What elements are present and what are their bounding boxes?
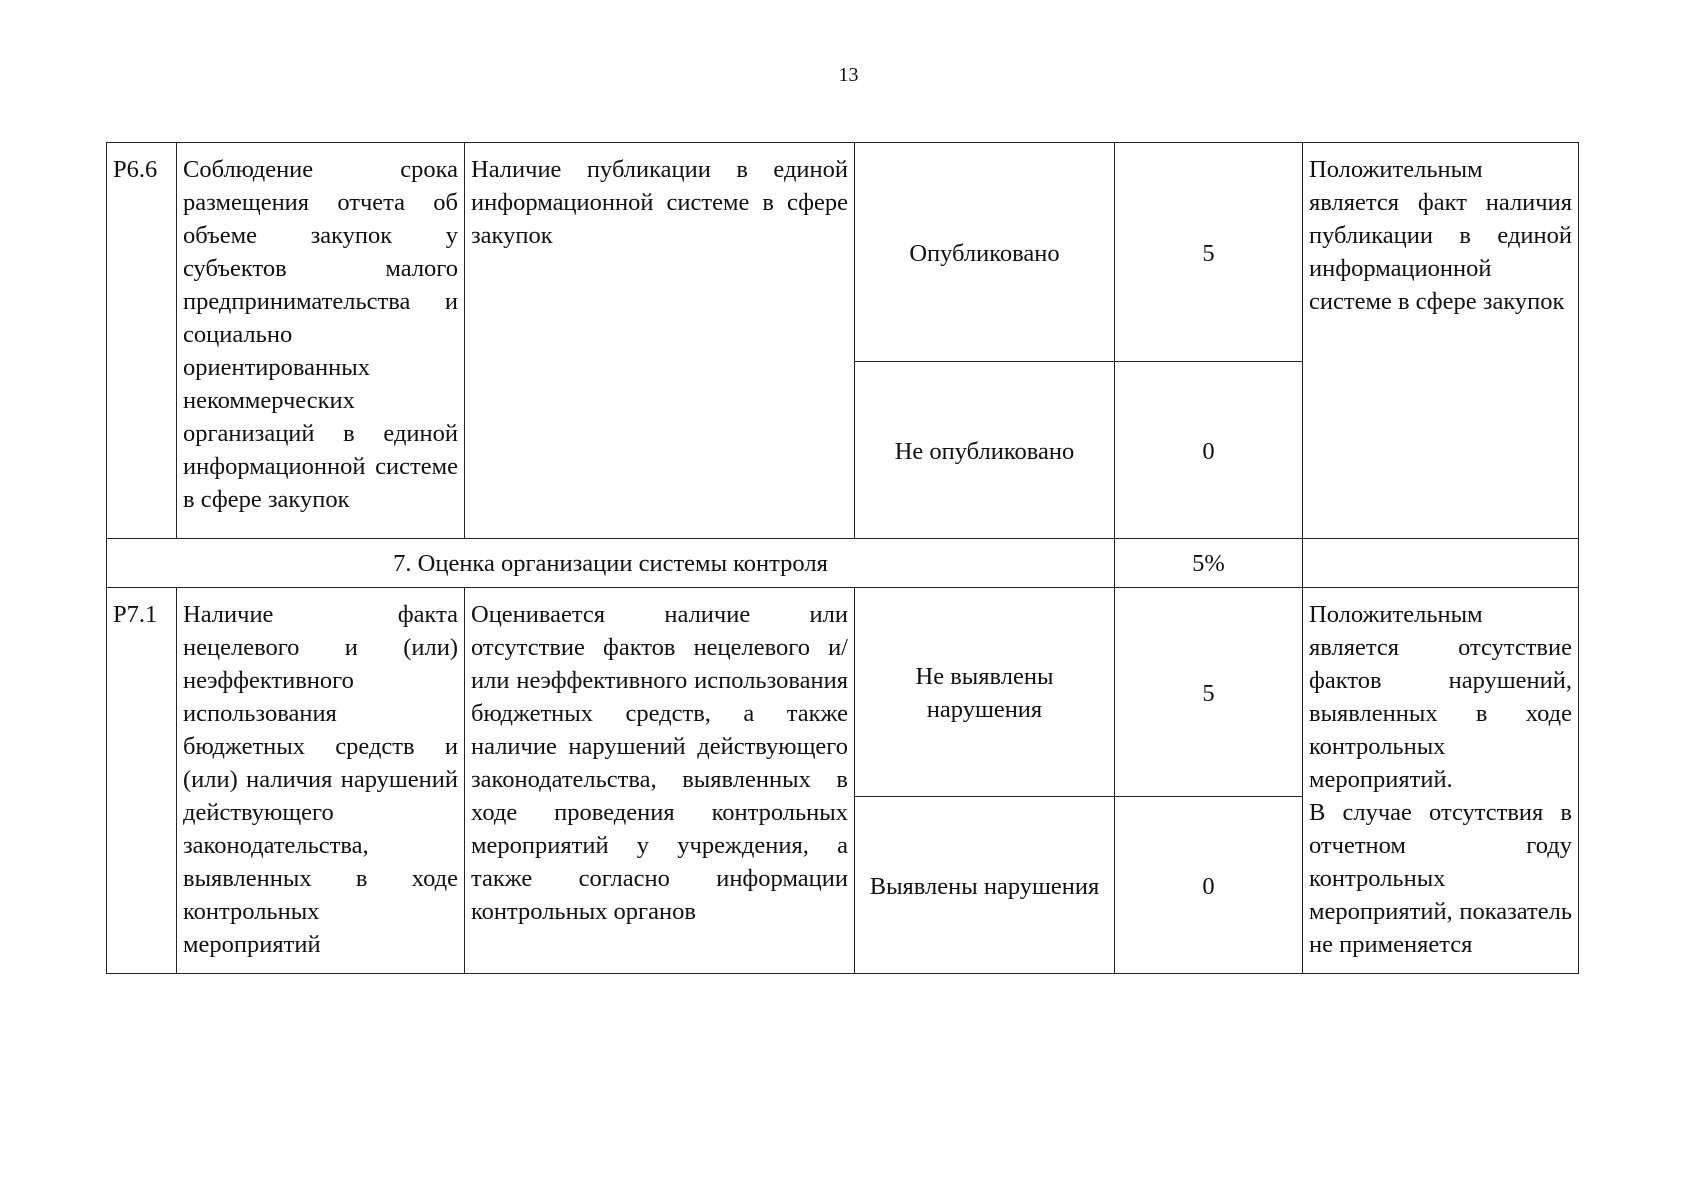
section-row <box>107 539 1579 588</box>
option-cell: Не опубликовано <box>855 362 1115 539</box>
page-number: 13 <box>838 64 859 86</box>
score-cell: 0 <box>1115 362 1303 539</box>
indicator-cell: Наличие факта нецелевого и (или) неэффективного использования бюджетных средств и (или) наличия нарушений действующего законодательства, выявленных в ходе контрольных мероприятий <box>177 588 465 974</box>
row-code: Р7.1 <box>107 588 177 974</box>
empty-cell <box>1303 539 1579 588</box>
criterion-cell: Оценивается наличие или отсутствие фактов нецелевого и/или неэффективного использования бюджетных средств, а также наличие нарушений действующего законодательства, выявленных в ходе проведения контрольных мероприятий у учреждения, а также согласно информации контрольных органов <box>465 588 855 974</box>
row-code: Р6.6 <box>107 143 177 539</box>
criterion-cell: Наличие публикации в единой информационной системе в сфере закупок <box>465 143 855 539</box>
comment-paragraph: Положительным является отсутствие фактов нарушений, выявленных в ходе контрольных мероприятий. <box>1309 601 1572 793</box>
table-row <box>107 588 1579 797</box>
score-cell: 0 <box>1115 797 1303 974</box>
option-cell: Не выявлены нарушения <box>855 588 1115 797</box>
option-cell: Опубликовано <box>855 143 1115 362</box>
indicator-cell: Соблюдение срока размещения отчета об объеме закупок у субъектов малого предпринимательства и социально ориентированных некоммерческих организаций в единой информационной системе в сфере закупок <box>177 143 465 539</box>
score-cell: 5 <box>1115 143 1303 362</box>
criteria-table <box>106 142 1579 974</box>
comment-cell <box>1303 588 1579 974</box>
section-title: 7. Оценка организации системы контроля <box>107 539 1115 588</box>
option-cell: Выявлены нарушения <box>855 797 1115 974</box>
comment-cell: Положительным является факт наличия публикации в единой информационной системе в сфере закупок <box>1303 143 1579 539</box>
comment-paragraph: В случае отсутствия в отчетном году контрольных мероприятий, показатель не применяется <box>1309 799 1572 958</box>
table-row <box>107 143 1579 362</box>
section-weight: 5% <box>1115 539 1303 588</box>
score-cell: 5 <box>1115 588 1303 797</box>
